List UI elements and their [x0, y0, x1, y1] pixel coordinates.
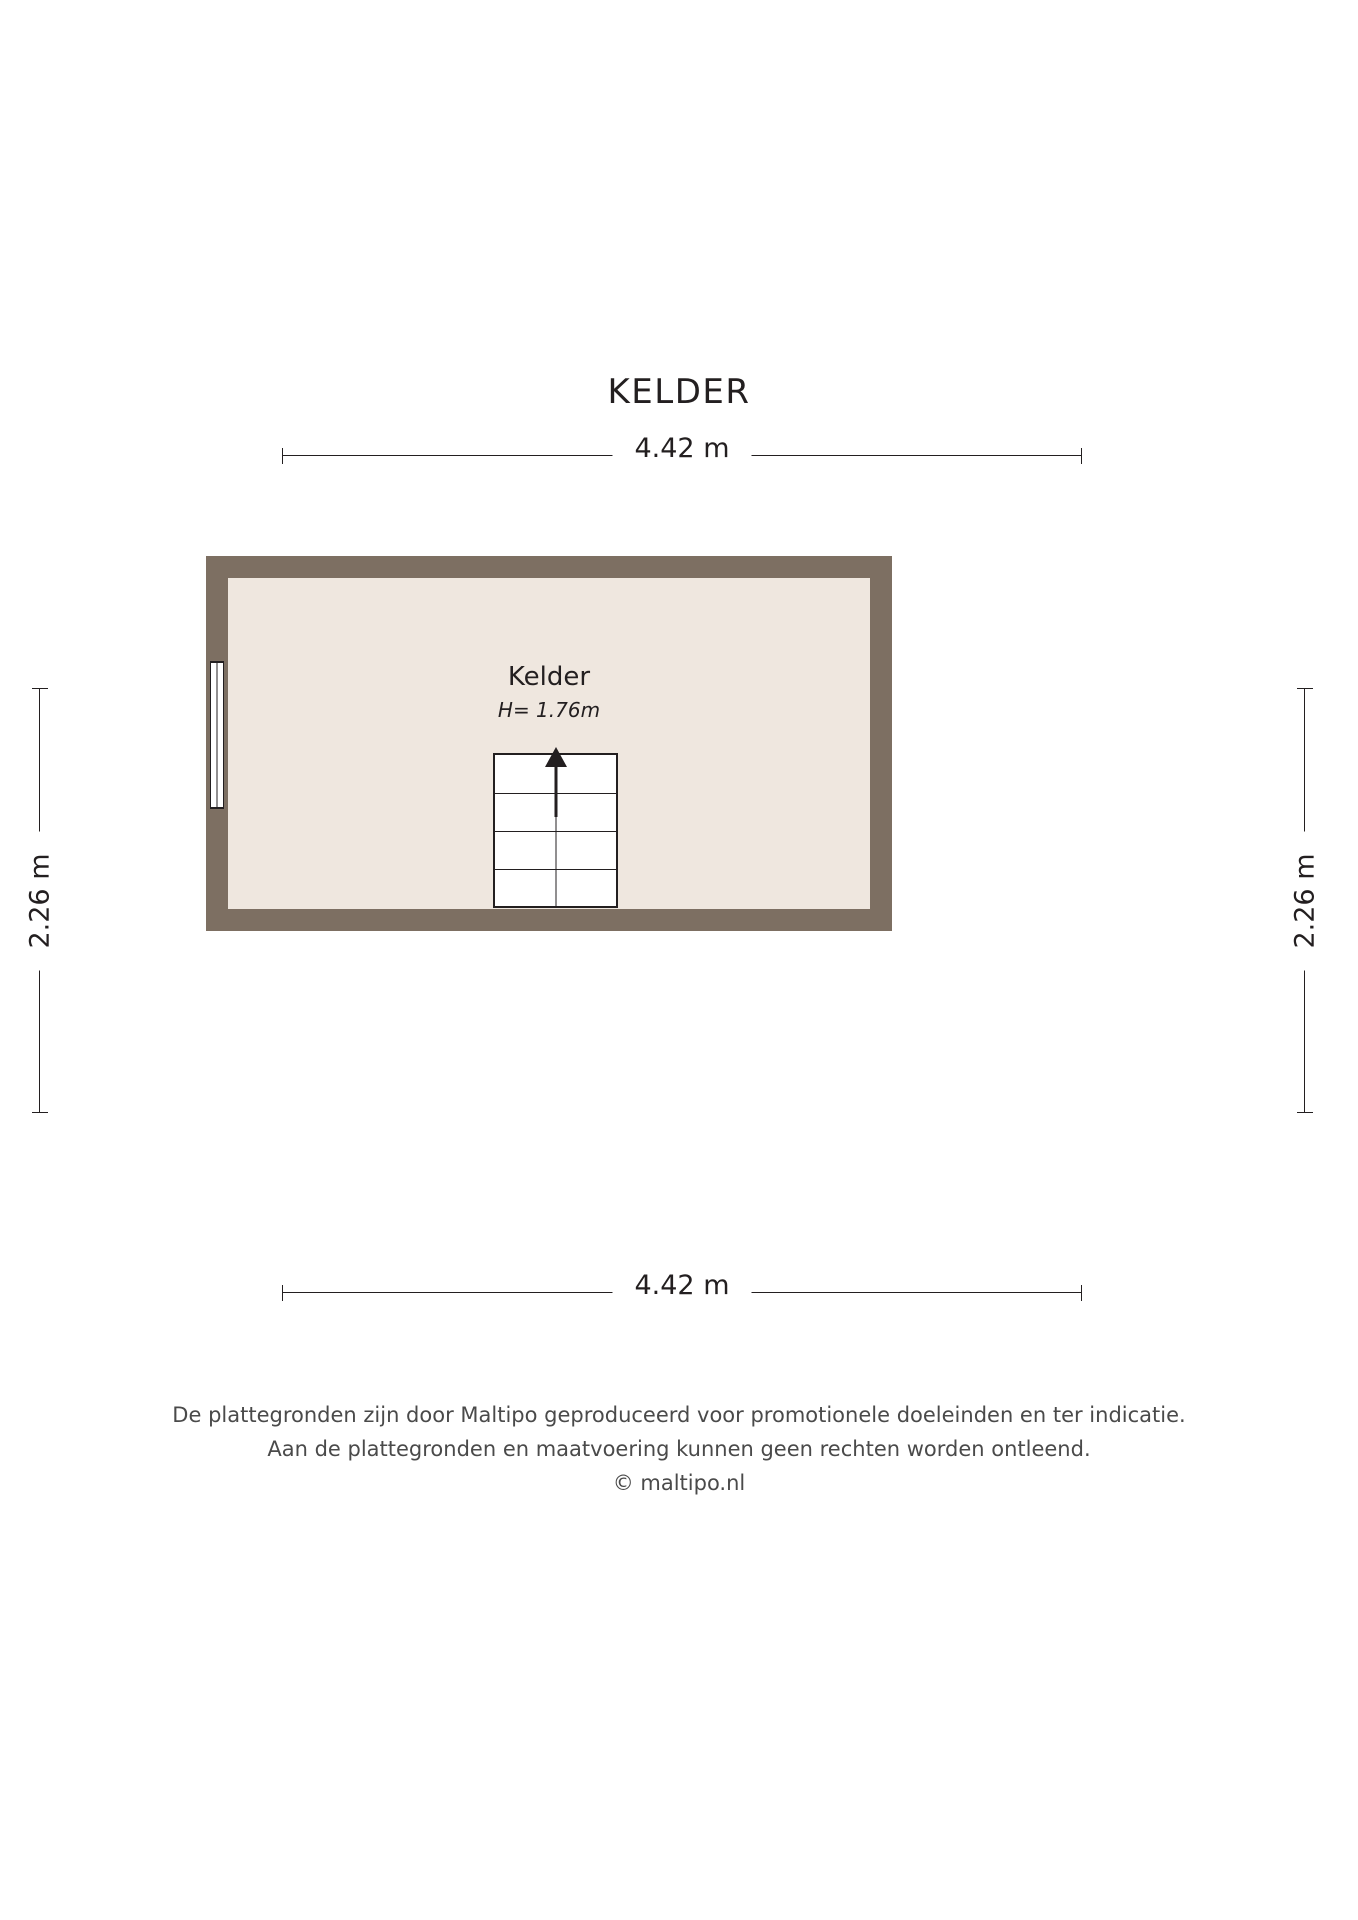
dimension-end-cap-top	[1297, 688, 1313, 689]
window-frame-right	[223, 663, 224, 807]
floor-plan-drawing	[206, 556, 892, 931]
up-arrow-head-icon	[545, 747, 567, 767]
footer-disclaimer	[0, 1398, 1358, 1500]
dimension-label-right: 2.26 m	[1290, 831, 1321, 970]
dimension-end-cap-left	[282, 448, 283, 464]
dimension-right-height	[1290, 688, 1320, 1113]
dimension-label-top: 4.42 m	[612, 433, 751, 464]
stairs-icon	[493, 753, 618, 908]
window-icon	[210, 661, 224, 809]
window-frame-left	[210, 663, 211, 807]
page-title: KELDER	[607, 372, 751, 412]
room-height: H= 1.76m	[497, 697, 601, 722]
room-name: Kelder	[507, 662, 591, 692]
footer-line-1: De plattegronden zijn door Maltipo geproduceerd voor promotionele doeleinden en ter indicatie.	[172, 1403, 1186, 1427]
dimension-bottom-width	[282, 1270, 1082, 1308]
dimension-end-cap-right	[1081, 448, 1082, 464]
up-arrow-icon	[554, 761, 557, 817]
footer-line-2: Aan de plattegronden en maatvoering kunnen geen rechten worden ontleend.	[267, 1437, 1091, 1461]
dimension-end-cap-bottom	[1297, 1112, 1313, 1113]
dimension-left-height	[25, 688, 55, 1113]
dimension-end-cap-left	[282, 1285, 283, 1301]
footer-copyright: © maltipo.nl	[612, 1471, 746, 1495]
dimension-label-bottom: 4.42 m	[612, 1270, 751, 1301]
window-mullion	[217, 663, 218, 807]
dimension-top-width	[282, 433, 1082, 471]
dimension-label-left: 2.26 m	[25, 831, 56, 970]
dimension-end-cap-top	[32, 688, 48, 689]
dimension-end-cap-right	[1081, 1285, 1082, 1301]
dimension-end-cap-bottom	[32, 1112, 48, 1113]
